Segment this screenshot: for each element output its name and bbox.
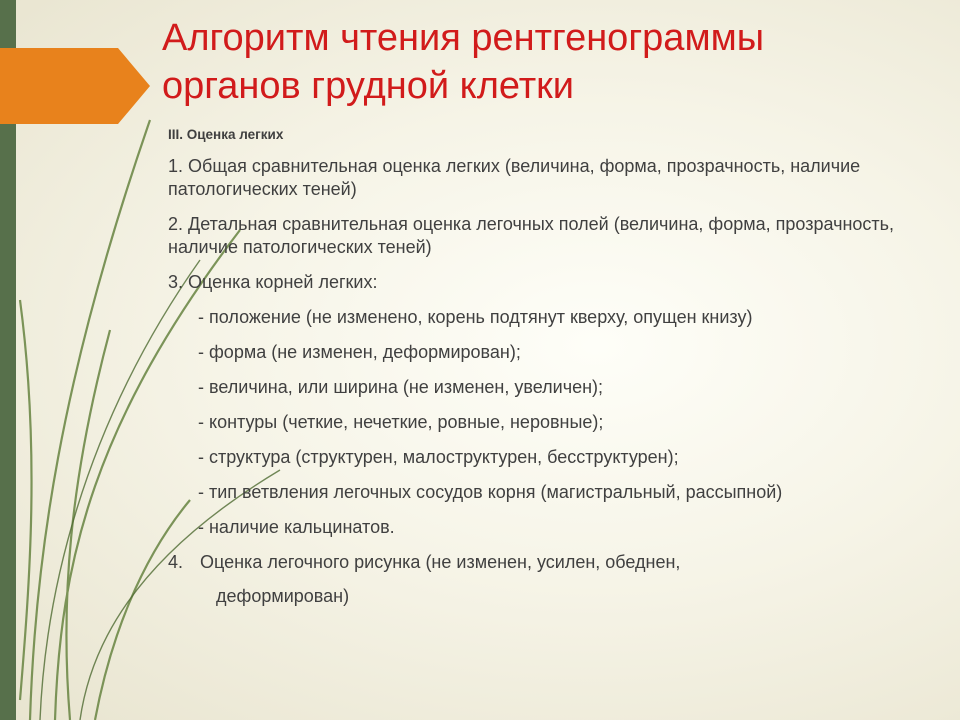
sub-item-calcifications: - наличие кальцинатов. [198, 517, 395, 537]
list-item-4-number: 4. [168, 552, 184, 572]
title-line-1: Алгоритм чтения рентгенограммы [162, 17, 765, 59]
sub-item-size: - величина, или ширина (не изменен, увеличен); [198, 377, 604, 397]
slide-content [168, 126, 908, 608]
list-item-1: 1. Общая сравнительная оценка легких (величина, форма, прозрачность, наличие патологических теней) [168, 156, 861, 199]
list-item-2: 2. Детальная сравнительная оценка легочных полей (величина, форма, прозрачность, наличие патологических теней) [168, 214, 895, 257]
section-subtitle: III. Оценка легких [168, 127, 284, 142]
sub-item-position: - положение (не изменено, корень подтянут кверху, опущен книзу) [198, 307, 753, 327]
list-item-3: 3. Оценка корней легких: [168, 272, 378, 292]
sub-item-structure: - структура (структурен, малоструктурен, бесструктурен); [198, 447, 679, 467]
list-item-4-continuation: деформирован) [216, 586, 350, 606]
list-item-4-text: Оценка легочного рисунка (не изменен, усилен, обеднен, [200, 552, 681, 572]
arrow-decoration [0, 48, 150, 124]
sub-item-shape: - форма (не изменен, деформирован); [198, 342, 521, 362]
sub-item-branching: - тип ветвления легочных сосудов корня (магистральный, рассыпной) [198, 482, 783, 502]
list-item-4 [168, 551, 908, 574]
sub-item-contours: - контуры (четкие, нечеткие, ровные, неровные); [198, 412, 604, 432]
slide-title [162, 14, 942, 110]
title-line-2: органов грудной клетки [162, 65, 575, 107]
